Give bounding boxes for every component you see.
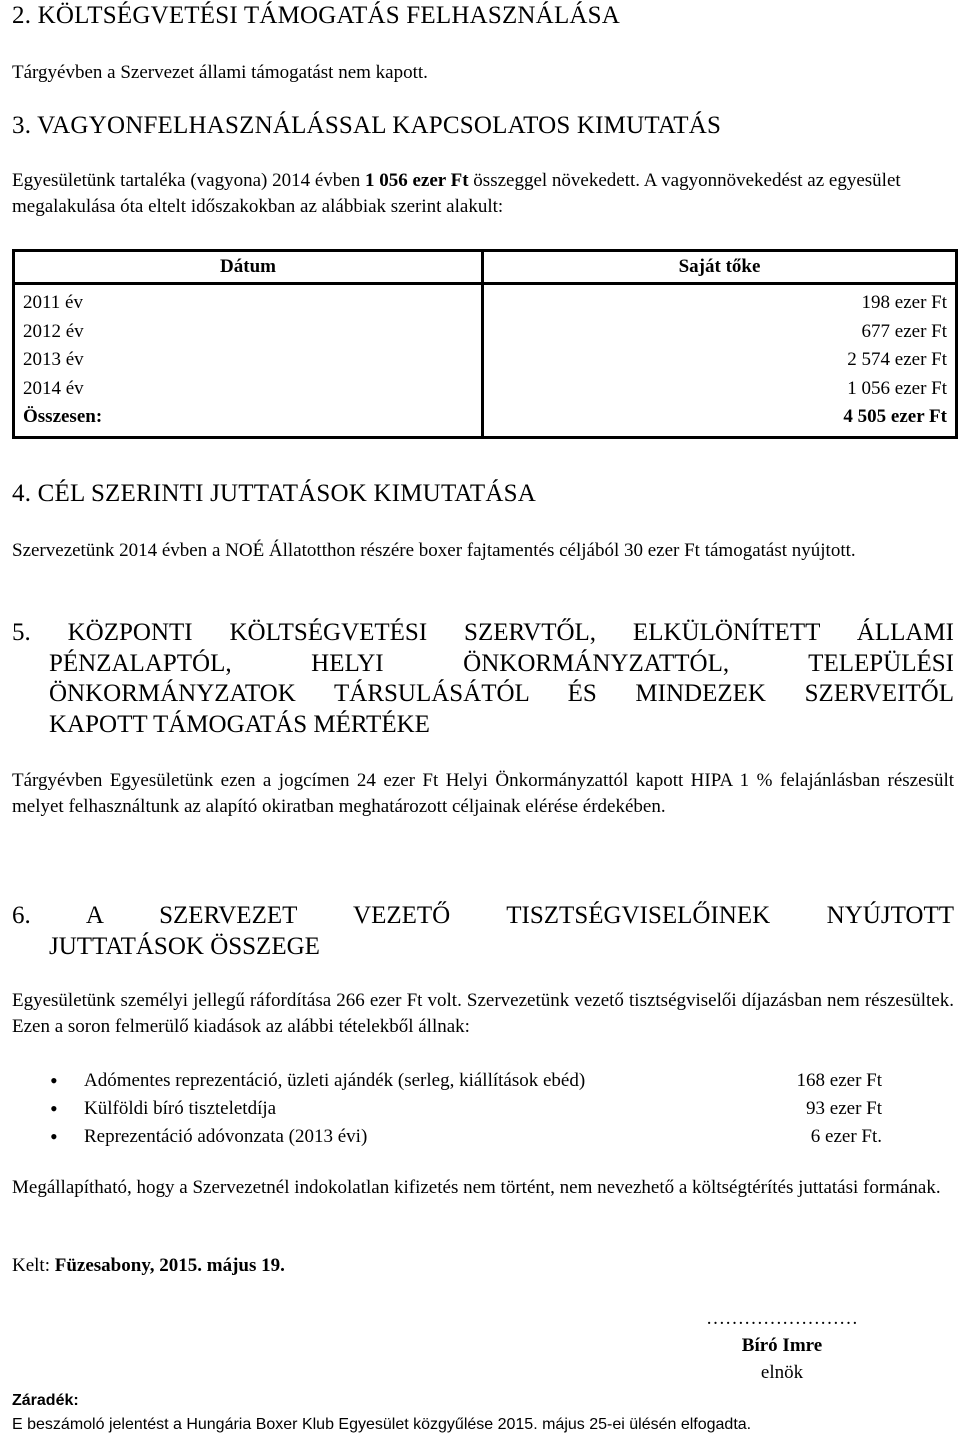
signature-line: …………………… (706, 1308, 858, 1329)
table-row-value: 677 ezer Ft (861, 320, 947, 342)
section-3-text: Egyesületünk tartaléka (vagyona) 2014 évben 1 056 ezer Ft összeggel növekedett. A vagyonnövekedést az egyesület megalakulása óta eltelt időszakokban az alábbiak szerint alakult: (12, 170, 901, 217)
equity-table (12, 249, 958, 439)
table-row-label: 2013 év (23, 349, 84, 370)
table-row-value: 198 ezer Ft (861, 292, 947, 313)
equity-table-body (14, 284, 957, 438)
table-row-label: 2014 év (23, 377, 84, 399)
expense-list (12, 1067, 954, 1151)
bullet-icon: • (50, 1068, 58, 1093)
expense-amount: 6 ezer Ft. (810, 1126, 882, 1147)
table-row-value: 2 574 ezer Ft (847, 349, 947, 370)
section-2-text: Tárgyévben a Szervezet állami támogatást nem kapott. (12, 62, 428, 83)
expense-amount: 93 ezer Ft (806, 1098, 882, 1119)
bullet-icon: • (50, 1096, 58, 1121)
total-value: 4 505 ezer Ft (843, 406, 947, 427)
bullet-icon: • (50, 1124, 58, 1149)
signer-title: elnök (760, 1362, 804, 1383)
section-6-text: Egyesületünk személyi jellegű ráfordítása 266 ezer Ft volt. Szervezetünk vezető tisztségviselői díjazásban nem részesültek. Ezen a soron felmerülő kiadások az alábbi tételekből állnak: (12, 990, 954, 1037)
column-header-equity: Saját tőke (483, 251, 957, 284)
table-row-label: 2012 év (23, 320, 84, 342)
expense-label: Reprezentáció adóvonzata (2013 évi) (84, 1126, 368, 1147)
section-3-heading: 3. VAGYONFELHASZNÁLÁSSAL KAPCSOLATOS KIMUTATÁS (12, 112, 722, 139)
expense-amount: 168 ezer Ft (796, 1070, 882, 1091)
zaradek-label: Záradék: (12, 1392, 79, 1409)
section-2-heading: 2. KÖLTSÉGVETÉSI TÁMOGATÁS FELHASZNÁLÁSA (12, 2, 621, 29)
signer-name: Bíró Imre (741, 1335, 823, 1356)
section-4-heading: 4. CÉL SZERINTI JUTTATÁSOK KIMUTATÁSA (12, 480, 536, 507)
date-column (14, 284, 483, 438)
total-label: Összesen: (23, 406, 103, 427)
expense-label: Adómentes reprezentáció, üzleti ajándék (serleg, kiállítások ebéd) (84, 1070, 586, 1091)
expense-label: Külföldi bíró tiszteletdíja (84, 1098, 277, 1119)
equity-column (483, 284, 957, 438)
section-4-text: Szervezetünk 2014 évben a NOÉ Állatotthon részére boxer fajtamentés céljából 30 ezer Ft támogatást nyújtott. (12, 540, 856, 561)
column-header-date: Dátum (14, 251, 483, 284)
list-item (12, 1095, 954, 1123)
section-5-heading: 5. KÖZPONTI KÖLTSÉGVETÉSI SZERVTŐL, ELKÜLÖNÍTETT ÁLLAMI PÉNZALAPTÓL, HELYI ÖNKORMÁNYZATTÓL, TELEPÜLÉSI ÖNKORMÁNYZATOK TÁRSULÁSÁTÓL ÉS MINDEZEK SZERVEITŐL KAPOTT TÁMOGATÁS MÉRTÉKE (12, 619, 954, 738)
section-6-heading: 6. A SZERVEZET VEZETŐ TISZTSÉGVISELŐINEK NYÚJTOTT JUTTATÁSOK ÖSSZEGE (12, 902, 954, 960)
conclusion-text: Megállapítható, hogy a Szervezetnél indokolatlan kifizetés nem történt, nem nevezhető a költségtérítés juttatási formának. (12, 1177, 941, 1198)
zaradek-text: E beszámoló jelentést a Hungária Boxer Klub Egyesület közgyűlése 2015. május 25-ei ülésén elfogadta. (12, 1416, 752, 1433)
table-row-label: 2011 év (23, 292, 83, 313)
growth-amount: 1 056 ezer Ft (364, 170, 469, 191)
equity-table-header (14, 251, 957, 284)
list-item (12, 1123, 954, 1151)
table-row-value: 1 056 ezer Ft (847, 377, 947, 399)
list-item (12, 1067, 954, 1095)
section-5-text: Tárgyévben Egyesületünk ezen a jogcímen 24 ezer Ft Helyi Önkormányzattól kapott HIPA 1 % felajánlásban részesült melyet felhasználtunk az alapító okiratban meghatározott céljainak elérése érdekében. (12, 770, 954, 817)
date-place: Kelt: Füzesabony, 2015. május 19. (12, 1255, 285, 1276)
